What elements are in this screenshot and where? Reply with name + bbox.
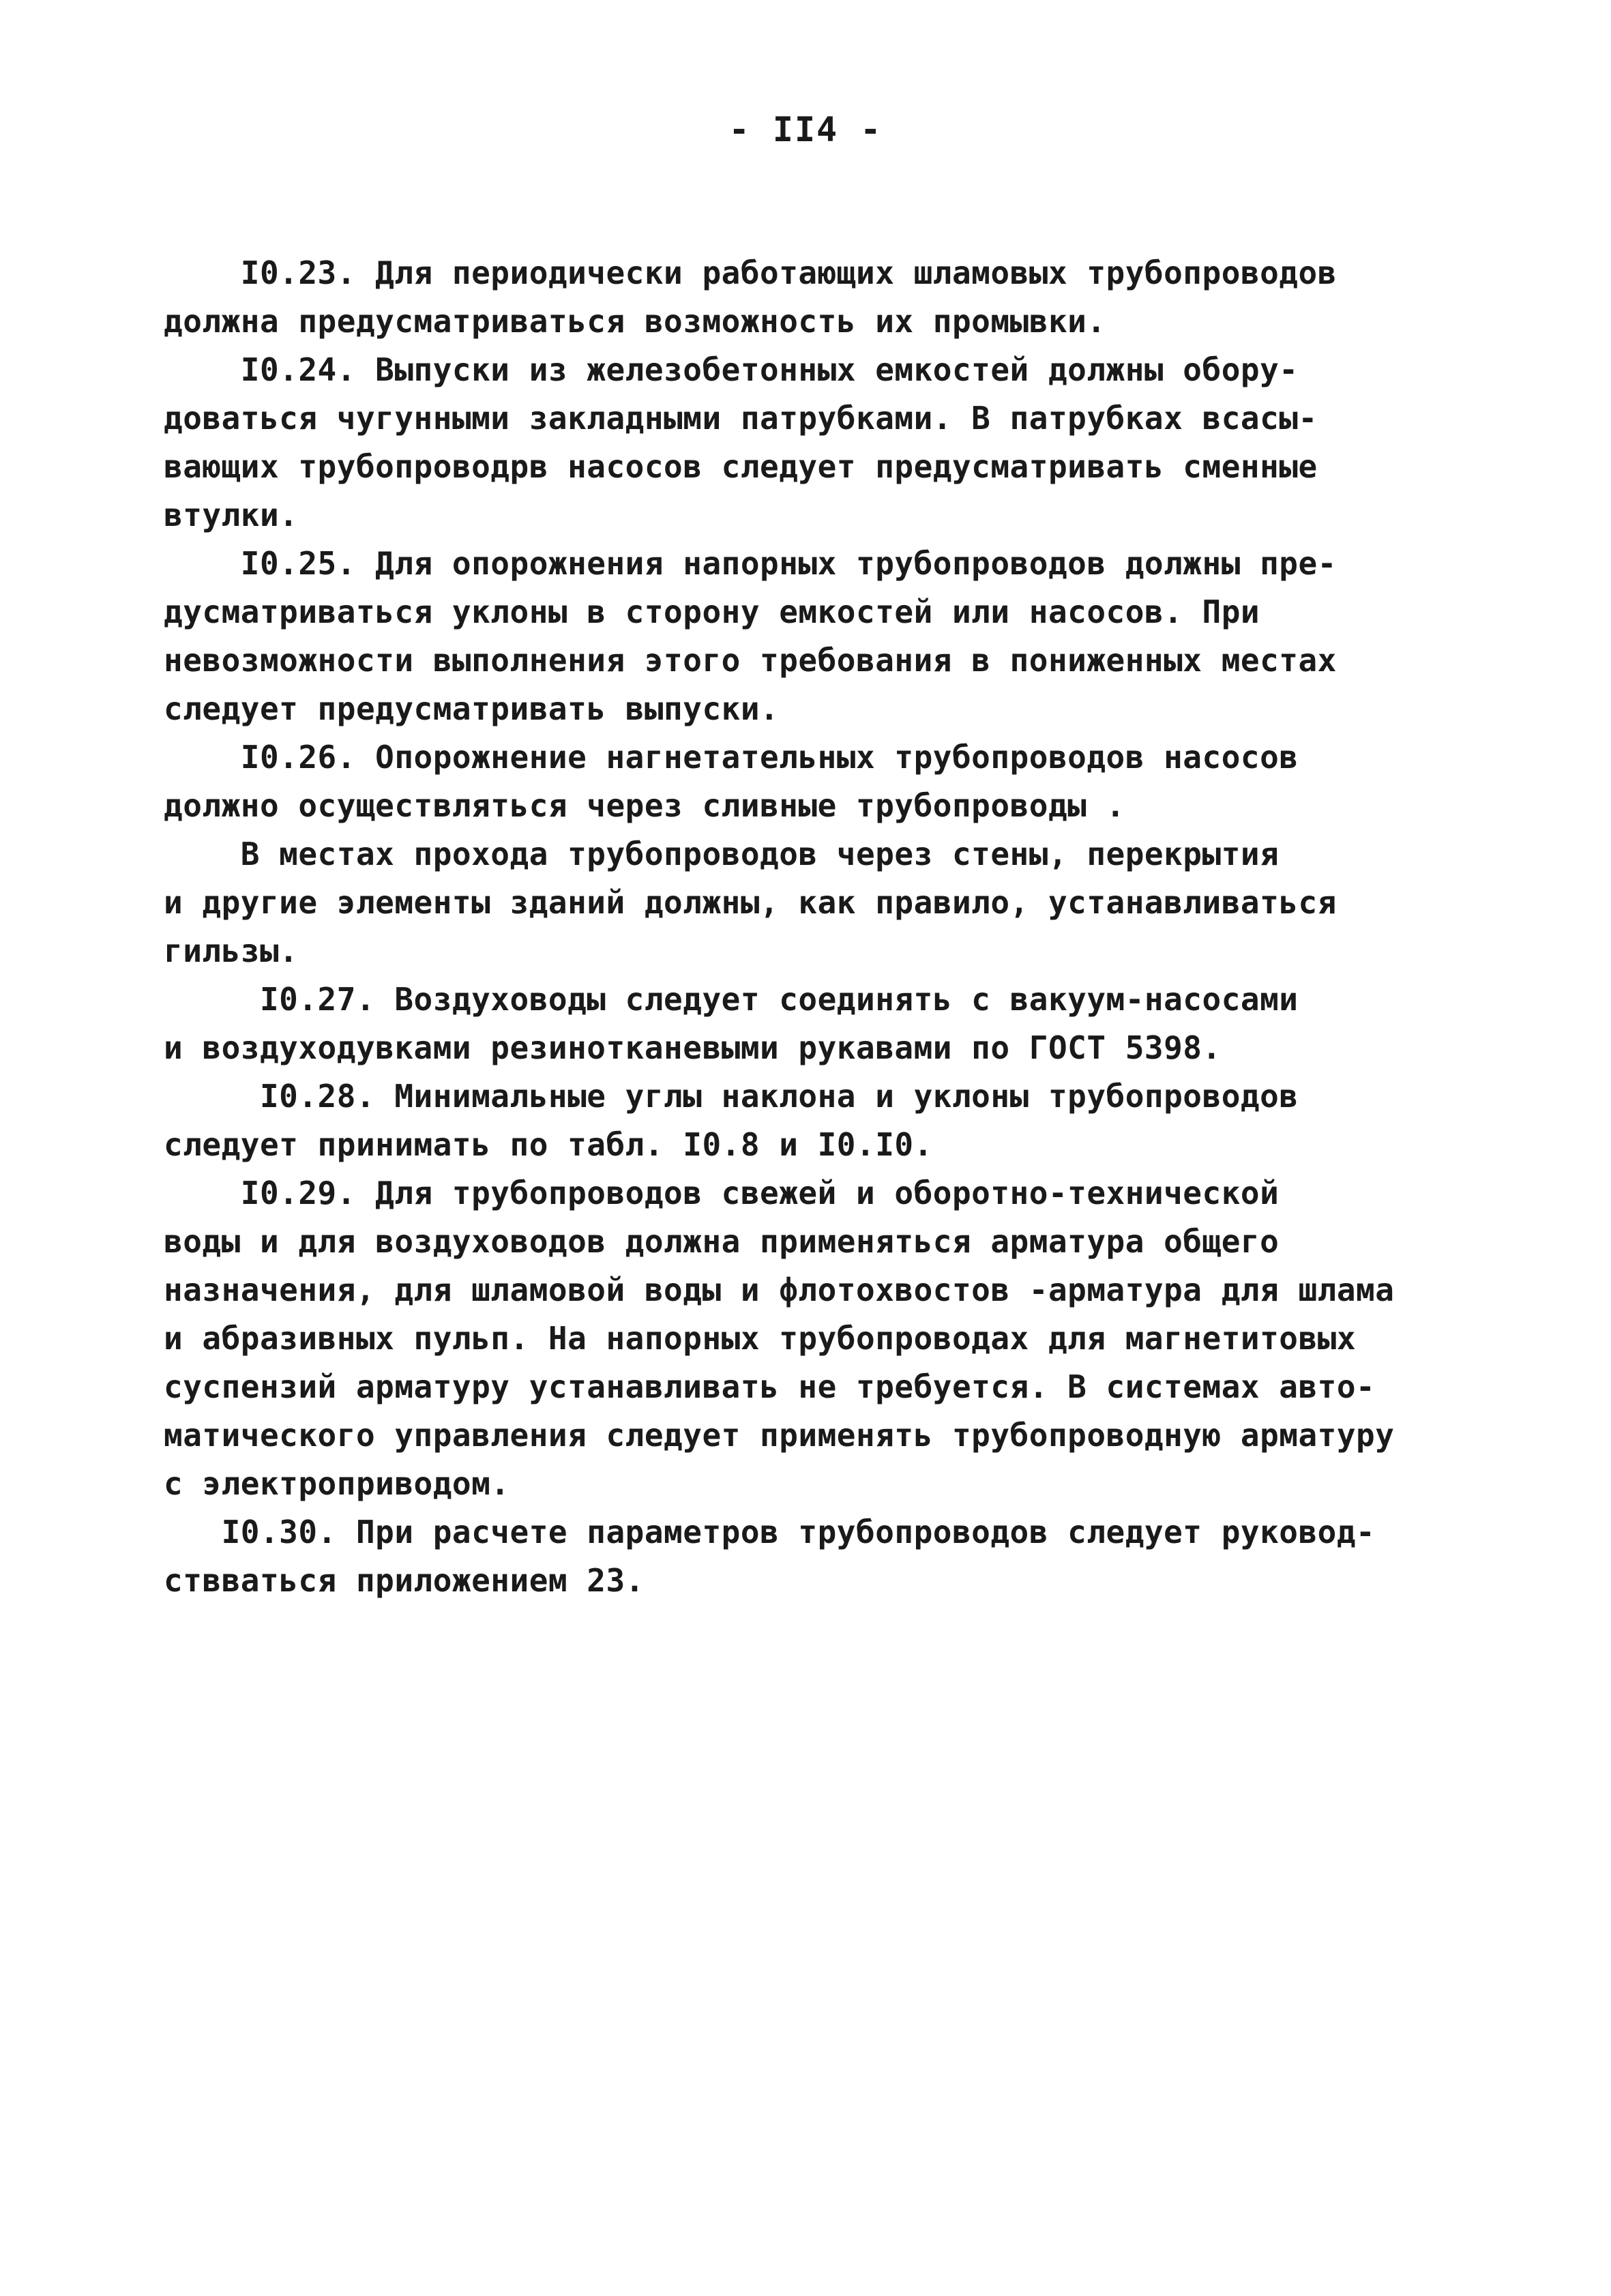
text-line: должно осуществляться через сливные трубопроводы . — [164, 787, 1125, 824]
text-line: В местах прохода трубопроводов через стены, перекрытия — [164, 836, 1280, 872]
text-line: втулки. — [164, 497, 299, 533]
text-line: назначения, для шламовой воды и флотохвостов -арматура для шлама — [164, 1271, 1395, 1308]
text-line: с электроприводом. — [164, 1465, 510, 1502]
text-line: ствваться приложением 23. — [164, 1562, 645, 1599]
text-line: I0.24. Выпуски из железобетонных емкостей должны обору- — [164, 351, 1299, 388]
text-line: следует принимать по табл. I0.8 и I0.I0. — [164, 1126, 933, 1163]
text-line: должна предусматриваться возможность их промывки. — [164, 303, 1106, 340]
text-line: I0.30. При расчете параметров трубопроводов следует руковод- — [164, 1514, 1376, 1550]
text-line: I0.26. Опорожнение нагнетательных трубопроводов насосов — [164, 739, 1299, 776]
text-line: дусматриваться уклоны в сторону емкостей или насосов. При — [164, 593, 1260, 630]
text-line: и абразивных пульп. На напорных трубопроводах для магнетитовых — [164, 1320, 1357, 1357]
text-line: I0.23. Для периодически работающих шламовых трубопроводов — [164, 254, 1337, 291]
body-text — [164, 249, 1480, 1605]
text-line: доваться чугунными закладными патрубками. В патрубках всасы- — [164, 400, 1318, 437]
text-line: I0.27. Воздуховоды следует соединять с вакуум-насосами — [164, 981, 1299, 1018]
text-line: вающих трубопроводрв насосов следует предусматривать сменные — [164, 448, 1318, 485]
page-number: - II4 - — [728, 110, 883, 149]
text-line: матического управления следует применять трубопроводную арматуру — [164, 1417, 1395, 1454]
text-line: I0.29. Для трубопроводов свежей и оборотно-технической — [164, 1175, 1280, 1211]
text-line: и другие элементы зданий должны, как правило, устанавливаться — [164, 884, 1337, 921]
text-line: воды и для воздуховодов должна применяться арматура общего — [164, 1223, 1280, 1260]
text-line: невозможности выполнения этого требования в пониженных местах — [164, 642, 1337, 679]
text-line: суспензий арматуру устанавливать не требуется. В системах авто- — [164, 1368, 1376, 1405]
text-line: I0.25. Для опорожнения напорных трубопроводов должны пре- — [164, 545, 1337, 582]
text-line: и воздуходувками резинотканевыми рукавами по ГОСТ 5398. — [164, 1029, 1222, 1066]
text-line: гильзы. — [164, 932, 299, 969]
text-line: I0.28. Минимальные углы наклона и уклоны трубопроводов — [164, 1078, 1299, 1115]
text-line: следует предусматривать выпуски. — [164, 690, 780, 727]
